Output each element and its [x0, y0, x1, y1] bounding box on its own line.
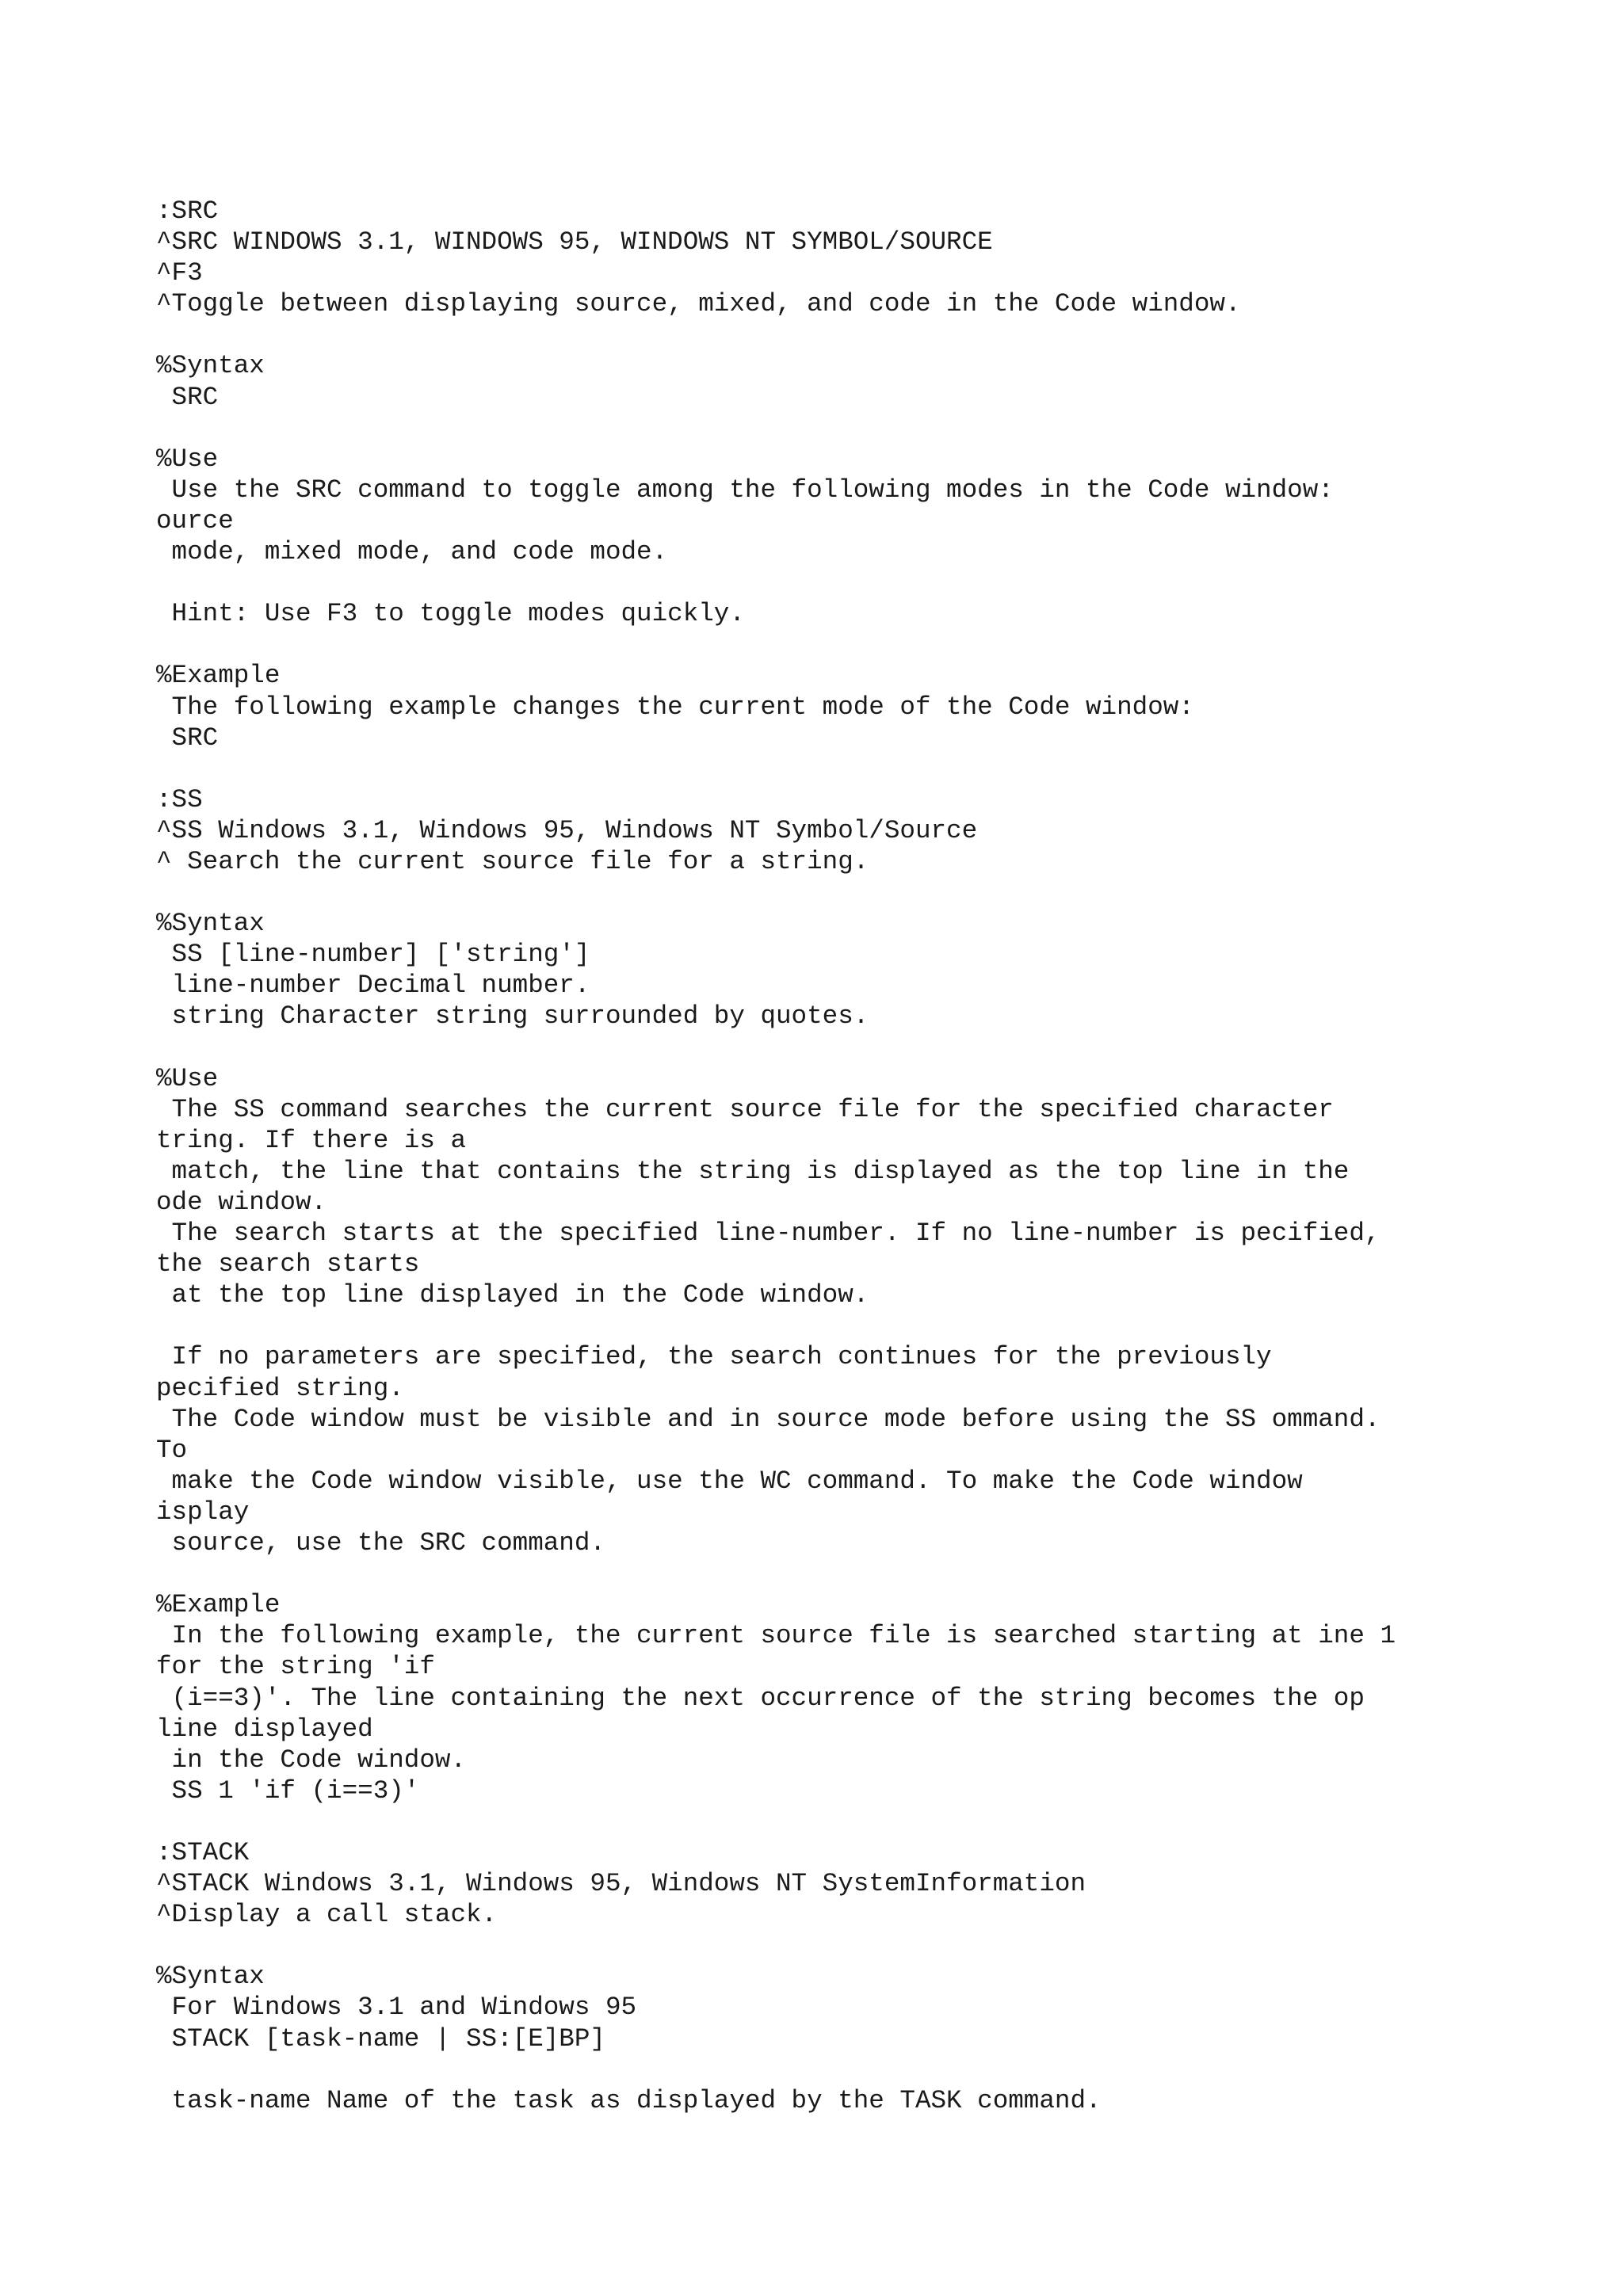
document-line: :STACK [156, 1837, 250, 1867]
document-line: %Syntax [156, 909, 265, 939]
document-line: The following example changes the current mode of the Code window: [156, 692, 1194, 722]
document-line [156, 1806, 1598, 1837]
document-line: ^Display a call stack. [156, 1900, 498, 1930]
document-line: SRC [156, 382, 219, 412]
document-line: pecified string. [156, 1373, 404, 1403]
document-line [156, 413, 1598, 444]
document-line: line-number Decimal number. [156, 971, 590, 1001]
document-line: STACK [task-name | SS:[E]BP] [156, 2023, 605, 2054]
document-line: :SRC [156, 196, 219, 226]
document-line: ^SRC WINDOWS 3.1, WINDOWS 95, WINDOWS NT SYMBOL/SOURCE [156, 227, 993, 257]
document-line [156, 753, 1598, 784]
document-line: line displayed [156, 1714, 373, 1744]
document-line: %Use [156, 444, 219, 474]
document-line: SRC [156, 723, 219, 753]
document-line: Hint: Use F3 to toggle modes quickly. [156, 599, 745, 629]
document-line: ^ Search the current source file for a string. [156, 846, 869, 876]
document-line: isplay [156, 1497, 250, 1527]
document-line: source, use the SRC command. [156, 1528, 605, 1558]
document-line [156, 319, 1598, 350]
document-line: SS [line-number] ['string'] [156, 940, 590, 970]
document-line: tring. If there is a [156, 1125, 467, 1155]
document-line: Use the SRC command to toggle among the following modes in the Code window: [156, 475, 1334, 505]
document-line: %Syntax [156, 351, 265, 381]
document-line: the search starts [156, 1249, 420, 1280]
document-line [156, 2054, 1598, 2085]
document-line [156, 1032, 1598, 1063]
document-line: ource [156, 505, 234, 536]
document-line: If no parameters are specified, the search continues for the previously [156, 1342, 1272, 1372]
document-line: for the string 'if [156, 1652, 435, 1682]
document-line: To [156, 1435, 188, 1465]
document-line: task-name Name of the task as displayed by the TASK command. [156, 2085, 1102, 2115]
document-line: The SS command searches the current source file for the specified character [156, 1094, 1334, 1124]
document-line [156, 877, 1598, 908]
document-line: The Code window must be visible and in source mode before using the SS ommand. [156, 1404, 1381, 1434]
document-line: ^SS Windows 3.1, Windows 95, Windows NT Symbol/Source [156, 815, 978, 845]
document-line: match, the line that contains the string is displayed as the top line in the [156, 1156, 1350, 1186]
document-line: make the Code window visible, use the WC command. To make the Code window [156, 1466, 1303, 1496]
document-line: %Example [156, 661, 281, 691]
document-line [156, 1930, 1598, 1961]
document-text [156, 196, 1598, 2116]
document-line: %Use [156, 1063, 219, 1093]
document-line: string Character string surrounded by quotes. [156, 1001, 869, 1032]
document-line: For Windows 3.1 and Windows 95 [156, 1993, 637, 2023]
document-line: ^Toggle between displaying source, mixed, and code in the Code window. [156, 289, 1241, 319]
document-line: ^STACK Windows 3.1, Windows 95, Windows NT SystemInformation [156, 1869, 1086, 1899]
document-line: mode, mixed mode, and code mode. [156, 537, 668, 567]
document-line [156, 1558, 1598, 1589]
document-line [156, 1310, 1598, 1341]
document-line: In the following example, the current source file is searched starting at ine 1 [156, 1621, 1396, 1651]
document-line [156, 567, 1598, 598]
document-line: %Example [156, 1590, 281, 1620]
document-line: ^F3 [156, 258, 203, 288]
document-line: The search starts at the specified line-number. If no line-number is pecified, [156, 1219, 1381, 1249]
document-line: ode window. [156, 1188, 327, 1217]
document-line: SS 1 'if (i==3)' [156, 1775, 420, 1806]
document-line: in the Code window. [156, 1745, 467, 1775]
document-line: :SS [156, 784, 203, 814]
document-line: at the top line displayed in the Code window. [156, 1280, 869, 1310]
document-line: %Syntax [156, 1962, 265, 1992]
document-line: (i==3)'. The line containing the next occurrence of the string becomes the op [156, 1683, 1365, 1713]
document-line [156, 629, 1598, 660]
